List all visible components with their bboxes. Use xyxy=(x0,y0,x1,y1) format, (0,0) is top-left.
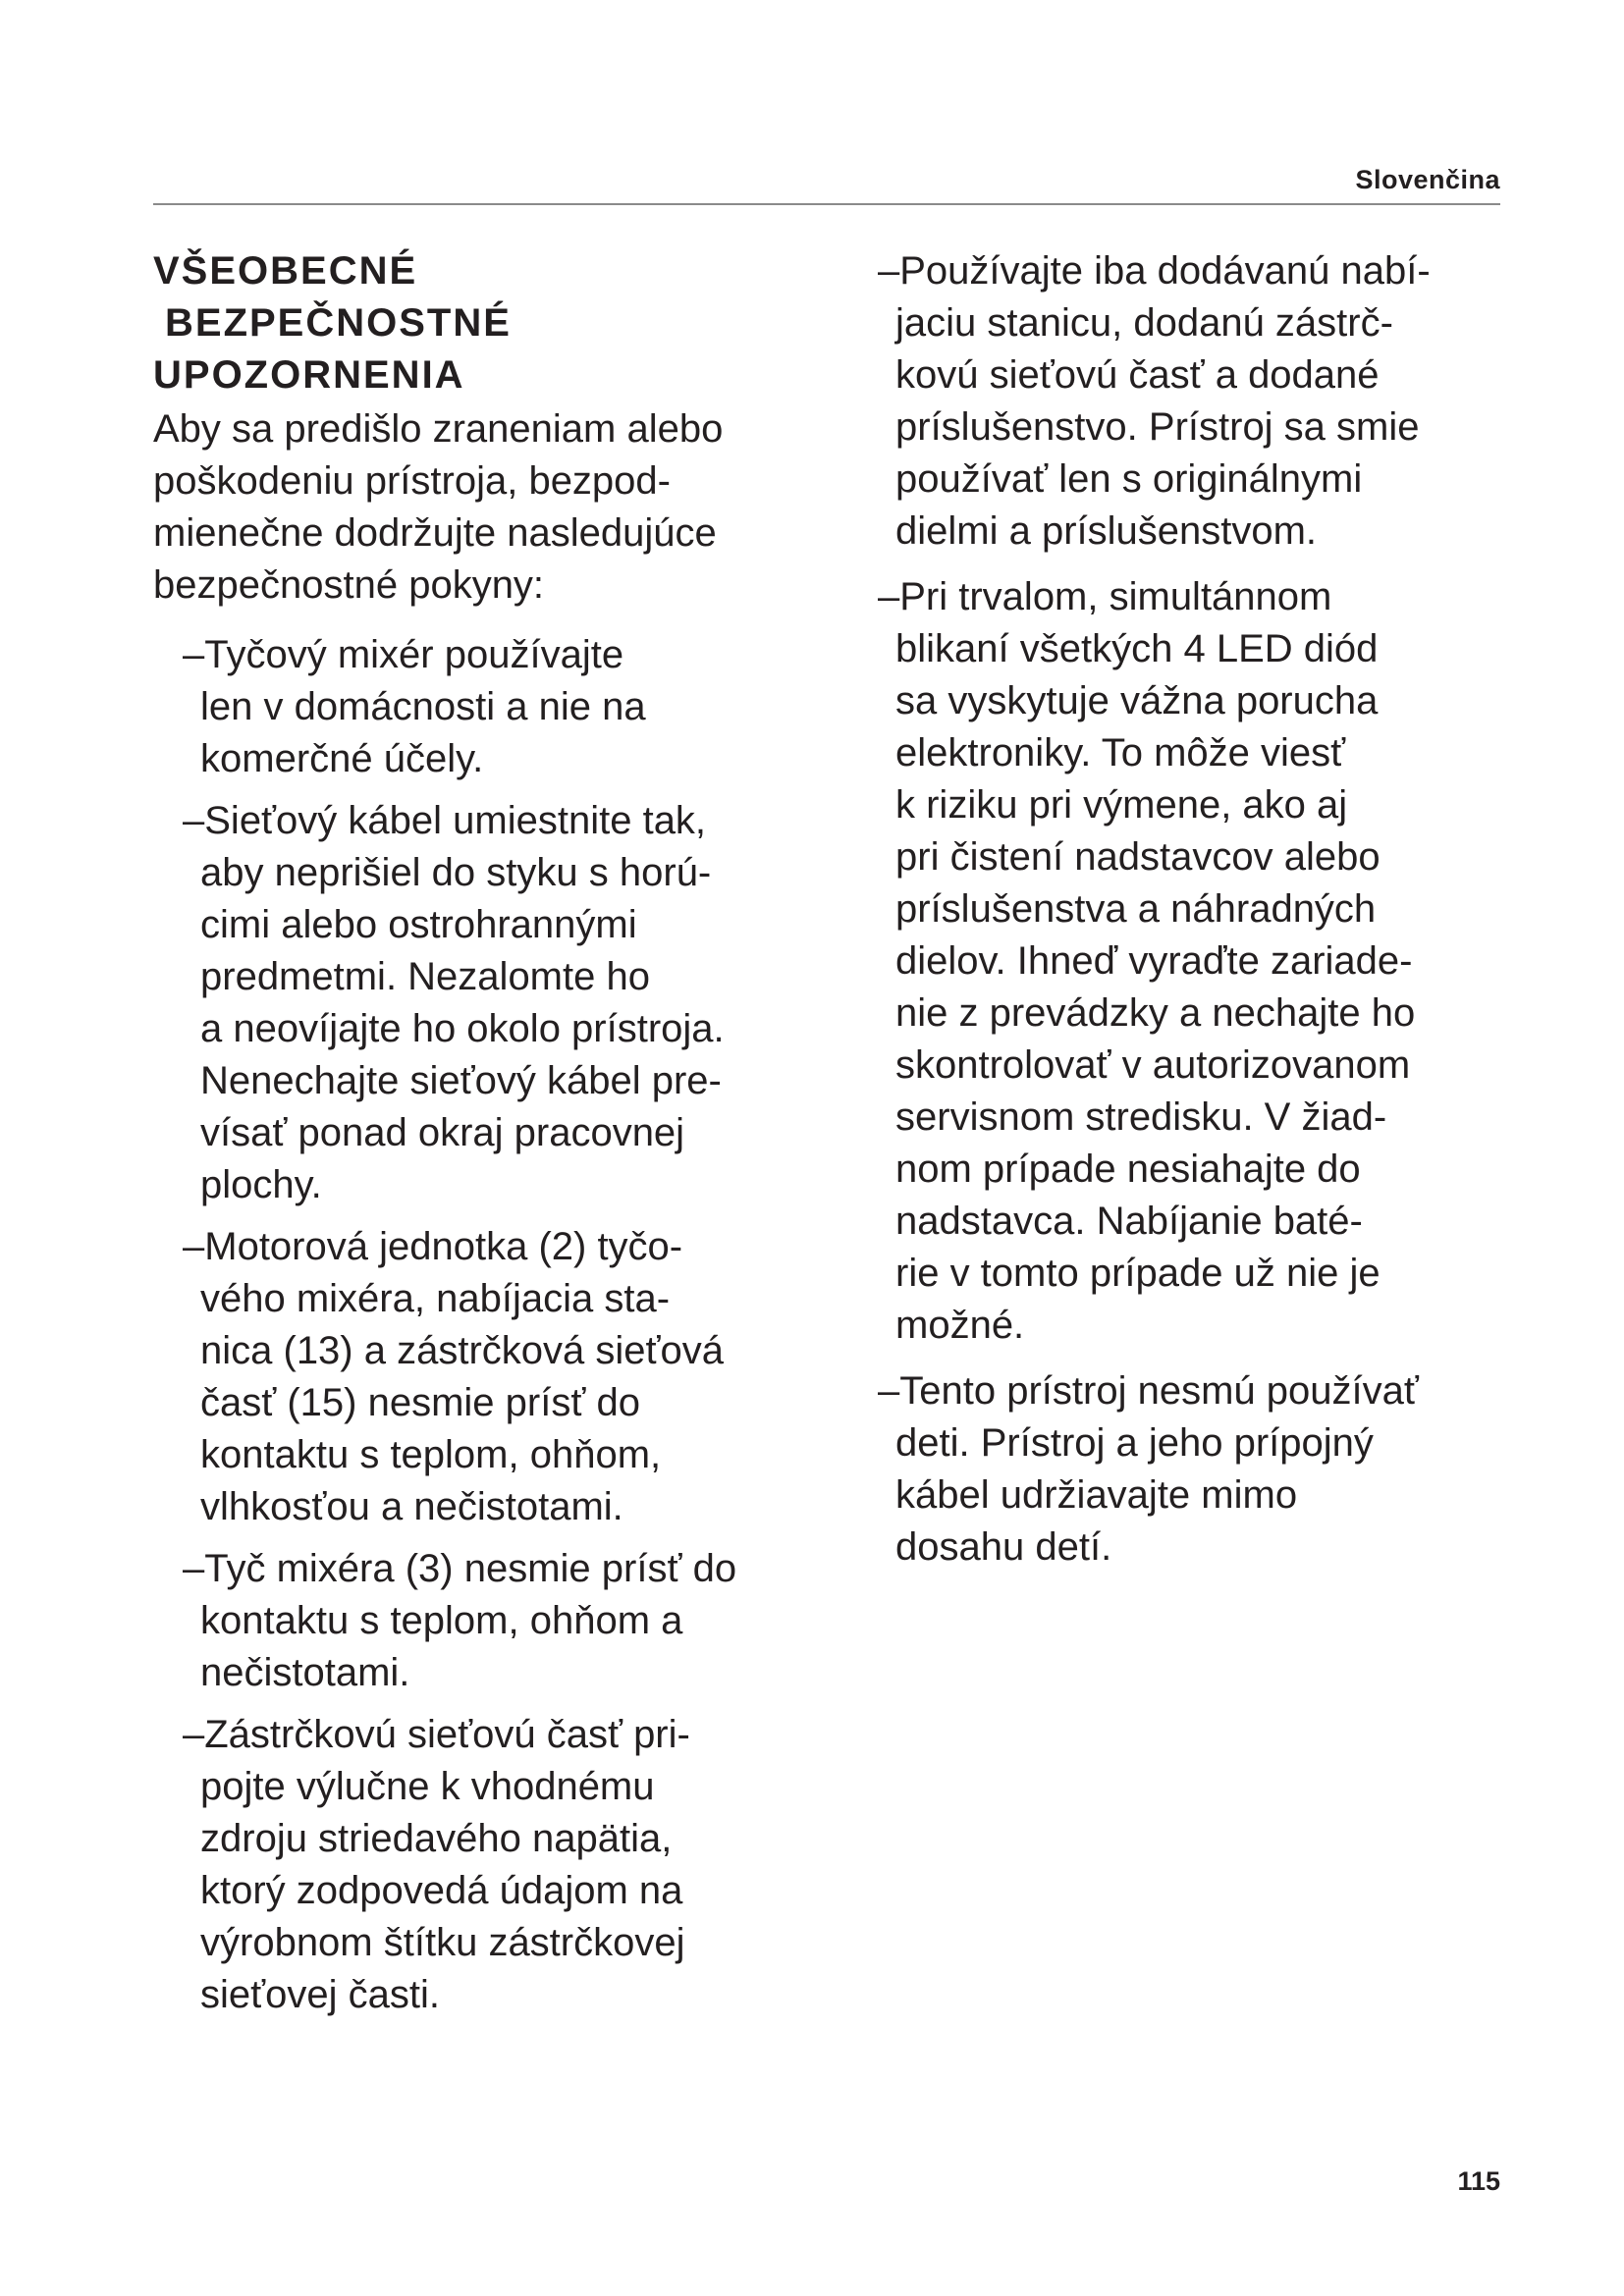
safety-item-children xyxy=(878,1365,1506,1574)
item-line: pojte výlučne k vhodnému xyxy=(200,1765,655,1808)
right-column xyxy=(878,245,1506,1587)
safety-item-charging-station xyxy=(878,245,1506,558)
safety-item-power-supply xyxy=(183,1709,840,2021)
item-line: vísať ponad okraj pracovnej xyxy=(200,1111,685,1154)
left-safety-list xyxy=(183,629,840,2021)
item-line: výrobnom štítku zástrčkovej xyxy=(200,1921,685,1964)
safety-item-motor-unit xyxy=(183,1221,840,1533)
item-line: elektroniky. To môže viesť xyxy=(895,731,1346,774)
item-line: –Tento prístroj nesmú používať xyxy=(878,1369,1419,1413)
item-line: nica (13) a zástrčková sieťová xyxy=(200,1329,725,1372)
item-line: nadstavca. Nabíjanie baté- xyxy=(895,1200,1363,1243)
item-line: vého mixéra, nabíjacia sta- xyxy=(200,1277,671,1320)
item-line: –Pri trvalom, simultánnom xyxy=(878,575,1332,618)
heading-line: BEZPEČNOSTNÉ xyxy=(165,301,512,345)
item-line: kábel udržiavajte mimo xyxy=(895,1473,1298,1517)
item-line: nečistotami. xyxy=(200,1651,410,1694)
item-line: dielmi a príslušenstvom. xyxy=(895,509,1318,553)
item-line: a neovíjajte ho okolo prístroja. xyxy=(200,1007,725,1050)
item-line: pri čistení nadstavcov alebo xyxy=(895,835,1380,879)
intro-line: mienečne dodržujte nasledujúce xyxy=(153,511,717,555)
item-line: časť (15) nesmie prísť do xyxy=(200,1381,640,1424)
item-line: komerčné účely. xyxy=(200,737,484,780)
left-column xyxy=(153,245,840,2031)
item-line: –Používajte iba dodávanú nabí- xyxy=(878,249,1431,293)
item-line: cimi alebo ostrohrannými xyxy=(200,903,637,946)
item-line: –Sieťový kábel umiestnite tak, xyxy=(183,799,707,842)
item-line: skontrolovať v autorizovanom xyxy=(895,1043,1411,1087)
intro-line: poškodeniu prístroja, bezpod- xyxy=(153,459,671,503)
item-line: predmetmi. Nezalomte ho xyxy=(200,955,650,998)
item-line: servisnom stredisku. V žiad- xyxy=(895,1095,1387,1139)
page-number: 115 xyxy=(1457,2166,1500,2196)
intro-paragraph xyxy=(153,403,840,612)
item-line: jaciu stanicu, dodanú zástrč- xyxy=(895,301,1393,345)
item-line: ktorý zodpovedá údajom na xyxy=(200,1869,683,1912)
section-heading xyxy=(153,245,840,401)
right-safety-list xyxy=(878,245,1506,1574)
item-line: dielov. Ihneď vyraďte zariade- xyxy=(895,939,1413,983)
item-line: k riziku pri výmene, ako aj xyxy=(895,783,1348,827)
item-line: –Zástrčkovú sieťovú časť pri- xyxy=(183,1713,690,1756)
item-line: používať len s originálnymi xyxy=(895,457,1363,501)
item-line: –Tyč mixéra (3) nesmie prísť do xyxy=(183,1547,737,1590)
item-line: kontaktu s teplom, ohňom, xyxy=(200,1433,662,1476)
safety-item-household-use xyxy=(183,629,840,785)
item-line: kontaktu s teplom, ohňom a xyxy=(200,1599,683,1642)
item-line: –Tyčový mixér používajte xyxy=(183,633,624,676)
header-rule xyxy=(153,203,1500,205)
item-line: blikaní všetkých 4 LED diód xyxy=(895,627,1379,670)
item-line: Nenechajte sieťový kábel pre- xyxy=(200,1059,722,1102)
item-line: rie v tomto prípade už nie je xyxy=(895,1252,1380,1295)
item-line: aby neprišiel do styku s horú- xyxy=(200,851,712,894)
item-line: kovú sieťovú časť a dodané xyxy=(895,353,1380,397)
item-line: príslušenstva a náhradných xyxy=(895,887,1377,931)
item-line: možné. xyxy=(895,1304,1025,1347)
item-line: sa vyskytuje vážna porucha xyxy=(895,679,1379,722)
intro-line: bezpečnostné pokyny: xyxy=(153,563,545,607)
item-line: zdroju striedavého napätia, xyxy=(200,1817,673,1860)
item-line: nom prípade nesiahajte do xyxy=(895,1148,1361,1191)
safety-item-blender-shaft xyxy=(183,1543,840,1699)
item-line: príslušenstvo. Prístroj sa smie xyxy=(895,405,1420,449)
language-label: Slovenčina xyxy=(1355,165,1500,194)
safety-item-led-malfunction xyxy=(878,571,1506,1352)
item-line: vlhkosťou a nečistotami. xyxy=(200,1485,623,1528)
item-line: len v domácnosti a nie na xyxy=(200,685,646,728)
heading-line: VŠEOBECNÉ xyxy=(153,249,418,293)
heading-line: UPOZORNENIA xyxy=(153,353,465,397)
item-line: plochy. xyxy=(200,1163,322,1206)
item-line: –Motorová jednotka (2) tyčo- xyxy=(183,1225,683,1268)
item-line: deti. Prístroj a jeho prípojný xyxy=(895,1421,1374,1465)
item-line: nie z prevádzky a nechajte ho xyxy=(895,991,1416,1035)
safety-item-power-cable xyxy=(183,795,840,1211)
intro-line: Aby sa predišlo zraneniam alebo xyxy=(153,407,724,451)
item-line: dosahu detí. xyxy=(895,1525,1112,1569)
item-line: sieťovej časti. xyxy=(200,1973,440,2016)
